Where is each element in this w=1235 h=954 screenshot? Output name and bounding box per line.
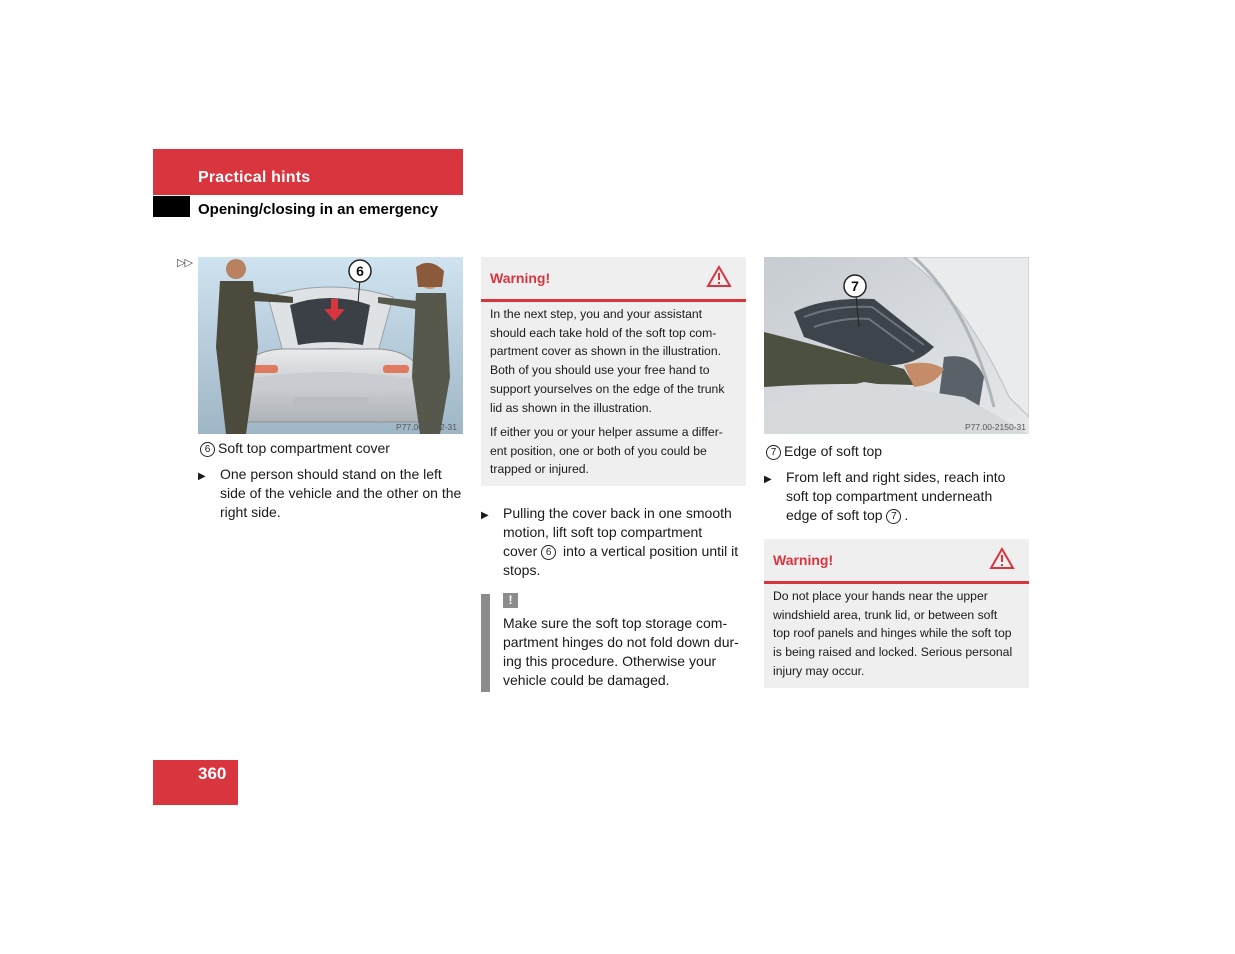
warning-label: Warning! <box>490 270 551 286</box>
bullet-line: side of the vehicle and the other on the <box>220 485 462 501</box>
section-title: Practical hints <box>198 169 311 186</box>
bullet-text: edge of soft top <box>786 507 887 523</box>
instruction-bullet <box>764 468 1034 528</box>
note-line: Make sure the soft top storage com- <box>503 615 728 631</box>
warning-box <box>481 257 746 486</box>
bullet-arrow-icon: ▶ <box>198 471 206 482</box>
warning-text <box>490 423 723 479</box>
bullet-text: into a vertical position until it <box>559 543 739 559</box>
bullet-line <box>786 506 1005 525</box>
exclamation-icon: ! <box>503 593 518 608</box>
note-line: vehicle could be damaged. <box>503 672 670 688</box>
bullet-text: cover <box>503 543 542 559</box>
callout-number: 6 <box>541 545 556 560</box>
callout-7: 7 <box>851 278 859 294</box>
warning-line: top roof panels and hinges while the soft top <box>773 626 1012 641</box>
warning-line: If either you or your helper assume a differ- <box>490 425 723 439</box>
warning-line: should each take hold of the soft top com- <box>490 325 717 340</box>
warning-line: injury may occur. <box>773 663 865 678</box>
bullet-line: right side. <box>220 504 281 520</box>
warning-text <box>773 587 1012 681</box>
bullet-line: soft top compartment underneath <box>786 488 993 504</box>
page-number: 360 <box>198 764 227 783</box>
warning-line: is being raised and locked. Serious personal <box>773 645 1013 660</box>
page-subtitle: Opening/closing in an emergency <box>198 201 439 218</box>
warning-line: lid as shown in the illustration. <box>490 400 652 415</box>
instruction-bullet <box>198 465 468 525</box>
image-code: P77.00-2082-31 <box>396 422 457 432</box>
warning-box <box>764 539 1029 688</box>
callout-number: 6 <box>200 442 215 457</box>
warning-header <box>481 257 746 302</box>
illustration-soft-top-edge <box>764 257 1029 434</box>
bullet-line: motion, lift soft top compartment <box>503 524 703 540</box>
figure-caption <box>200 439 390 458</box>
warning-line: trapped or injured. <box>490 462 589 477</box>
bullet-text: . <box>904 507 909 523</box>
subsection-marker <box>153 196 190 217</box>
warning-header <box>764 539 1029 584</box>
warning-line: windshield area, trunk lid, or between soft <box>773 607 998 622</box>
caption-text: Edge of soft top <box>784 443 883 459</box>
image-code: P77.00-2150-31 <box>965 422 1026 432</box>
warning-line: Do not place your hands near the upper <box>773 589 988 603</box>
bullet-line: stops. <box>503 562 541 578</box>
bullet-arrow-icon: ▶ <box>481 510 489 521</box>
warning-text <box>490 305 724 417</box>
callout-number: 7 <box>886 509 901 524</box>
illustration-soft-top-cover <box>198 257 463 434</box>
figure-caption <box>766 442 882 461</box>
instruction-bullet <box>481 504 751 582</box>
warning-line: Both of you should use your free hand to <box>490 363 710 378</box>
note-text <box>503 614 753 690</box>
warning-line: partment cover as shown in the illustration. <box>490 344 721 359</box>
note-line: partment hinges do not fold down dur- <box>503 634 739 650</box>
bullet-line: One person should stand on the left <box>220 466 442 482</box>
note-bar <box>481 594 490 692</box>
warning-line: ent position, one or both of you could be <box>490 443 707 458</box>
bullet-line <box>503 542 738 561</box>
bullet-line: Pulling the cover back in one smooth <box>503 505 732 521</box>
warning-line: support yourselves on the edge of the trunk <box>490 381 725 396</box>
caption-text: Soft top compartment cover <box>218 440 390 456</box>
bullet-arrow-icon: ▶ <box>764 474 772 485</box>
warning-triangle-icon <box>989 547 1015 570</box>
warning-label: Warning! <box>773 552 834 568</box>
callout-6: 6 <box>356 263 364 279</box>
note-line: ing this procedure. Otherwise your <box>503 653 717 669</box>
warning-triangle-icon <box>706 265 732 288</box>
warning-line: In the next step, you and your assistant <box>490 307 703 321</box>
bullet-line: From left and right sides, reach into <box>786 469 1006 485</box>
callout-number: 7 <box>766 445 781 460</box>
continued-marker: ▷▷ <box>177 257 192 269</box>
